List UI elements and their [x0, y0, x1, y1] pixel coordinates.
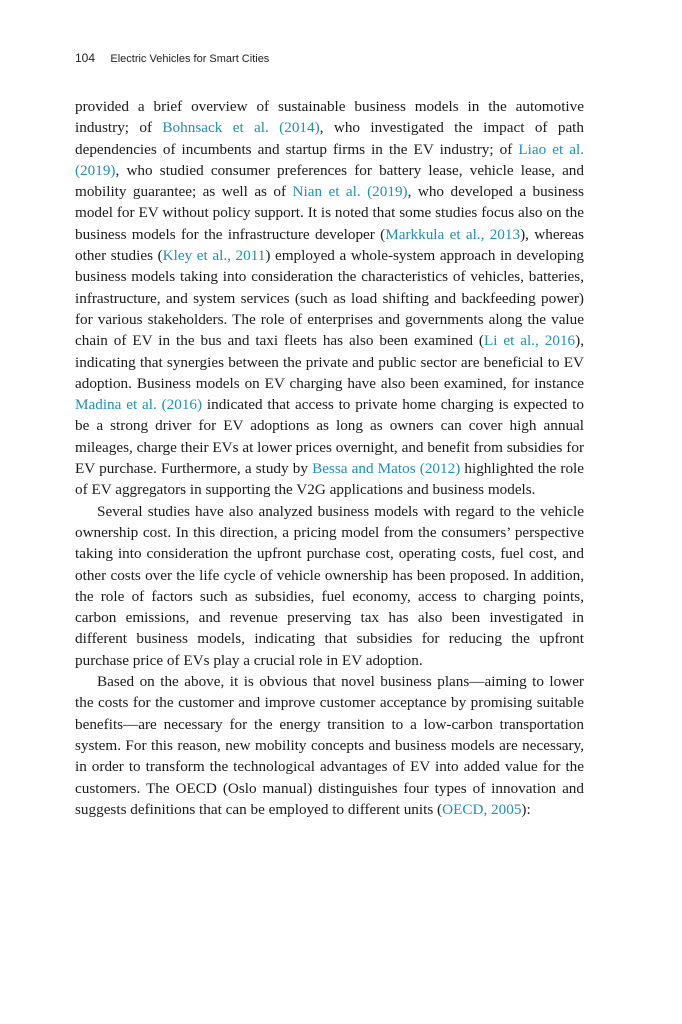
- citation-link[interactable]: Bessa and Matos (2012): [312, 460, 461, 478]
- text-span: , who developed a business model for EV without policy support. It is noted that some studies focus also on the business models for the infrastructure developer (: [75, 183, 585, 243]
- paragraph: [75, 671, 584, 820]
- running-title: Electric Vehicles for Smart Cities: [110, 53, 270, 65]
- citation-link[interactable]: Nian et al. (2019): [292, 183, 408, 201]
- paragraph: [75, 96, 584, 501]
- text-span: ):: [521, 800, 531, 818]
- text-span: ), indicating that synergies between the private and public sector are beneficial to EV adoption. Business models on EV charging have also been examined, for instance: [75, 332, 585, 392]
- text-span: , who studied consumer preferences for battery lease, vehicle lease, and mobility guarantee; as well as of: [75, 161, 584, 201]
- citation-link[interactable]: OECD, 2005: [442, 800, 522, 818]
- page-header: [75, 51, 269, 65]
- text-span: highlighted the role of EV aggregators in supporting the V2G applications and business models.: [75, 460, 584, 499]
- page-number: 104: [75, 51, 96, 65]
- citation-link[interactable]: Madina et al. (2016): [75, 396, 203, 414]
- text-span: ) employed a whole-system approach in developing business models taking into consideration the characteristics of vehicles, batteries, infrastructure, and system services (such as load shifting and backfeeding power) for various stakeholders. The role of enterprises and governments along the value chain of EV in the bus and taxi fleets has also been examined (: [75, 247, 584, 350]
- text-span: , who investigated the impact of path dependencies of incumbents and startup firms in the EV industry; of: [75, 119, 585, 158]
- text-span: ), whereas other studies (: [75, 225, 585, 265]
- text-span: Based on the above, it is obvious that novel business plans—aiming to lower the costs for the customer and improve customer acceptance by promising suitable benefits—are necessary for the energy transition to a low-carbon transportation system. For this reason, new mobility concepts and business models are necessary, in order to transform the technological advantages of EV into added value for the customers. The OECD (Oslo manual) distinguishes four types of innovation and suggests definitions that can be employed to different units (: [75, 673, 584, 818]
- citation-link[interactable]: Markkula et al., 2013: [385, 225, 521, 243]
- text-span: provided a brief overview of sustainable business models in the automotive industry; of: [75, 98, 584, 137]
- citation-link[interactable]: Bohnsack et al. (2014): [162, 119, 320, 137]
- citation-link[interactable]: Kley et al., 2011: [162, 247, 266, 265]
- citation-link[interactable]: Li et al., 2016: [484, 332, 576, 350]
- paragraph: [75, 501, 584, 671]
- citation-link[interactable]: Liao et al. (2019): [75, 140, 584, 179]
- text-span: Several studies have also analyzed business models with regard to the vehicle ownership cost. In this direction, a pricing model from the consumers’ perspective taking into consideration the upfront purchase cost, operating costs, fuel cost, and other costs over the life cycle of vehicle ownership has been proposed. In addition, the role of factors such as subsidies, fuel economy, access to charging points, carbon emissions, and revenue preserving tax has also been investigated in different business models, indicating that subsidies for reducing the upfront purchase price of EVs play a crucial role in EV adoption.: [75, 502, 584, 669]
- text-span: indicated that access to private home charging is expected to be a strong driver for EV adoptions as long as owners can cover high annual mileages, charge their EVs at lower prices overnight, and benefit from subsidies for EV purchase. Furthermore, a study by: [75, 396, 584, 478]
- body-text: [75, 96, 584, 820]
